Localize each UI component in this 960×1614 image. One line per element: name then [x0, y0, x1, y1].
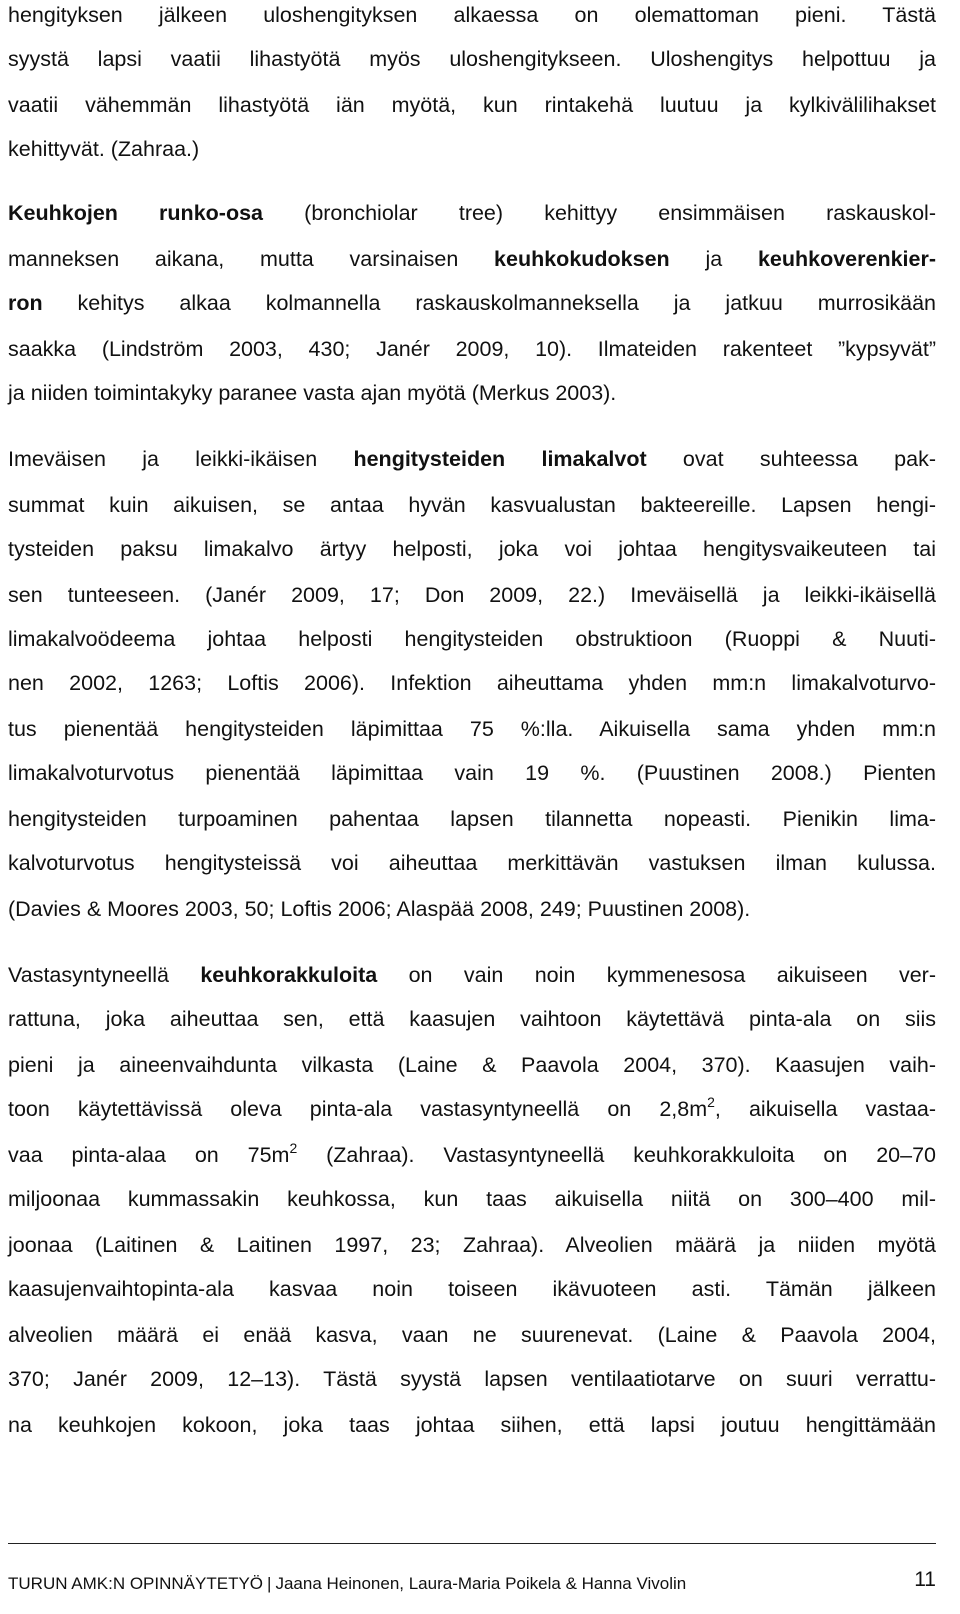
superscript: 2 [707, 1094, 715, 1110]
text-run: rattuna, joka aiheuttaa sen, että kaasujen vaihtoon käytettävä pinta-ala on siis [8, 1007, 936, 1031]
text-run: manneksen aikana, mutta varsinaisen [8, 247, 495, 271]
superscript: 2 [289, 1140, 298, 1156]
text-run: tysteiden paksu limakalvo ärtyy helposti, joka voi johtaa hengitysvaikeuteen tai [8, 537, 936, 561]
text-run: (bronchiolar tree) kehittyy ensimmäisen raskauskol- [263, 201, 936, 225]
text-line [8, 580, 936, 610]
text-run: kehitys alkaa kolmannella raskauskolmanneksella ja jatkuu murrosikään [42, 291, 936, 315]
text-run: ovat suhteessa pak- [646, 447, 936, 471]
text-line [8, 758, 936, 788]
text-run: saakka (Lindström 2003, 430; Janér 2009, 10). Ilmateiden rakenteet ”kypsyvät” [8, 337, 936, 361]
text-run: vaa pinta-alaa on 75m [8, 1143, 290, 1167]
page-footer [8, 1570, 936, 1598]
bold-term: keuhkoverenkier- [757, 247, 936, 271]
bold-term: ron [8, 291, 43, 315]
text-run: (Davies & Moores 2003, 50; Loftis 2006; Alaspää 2008, 249; Puustinen 2008). [8, 897, 751, 921]
text-line [8, 244, 936, 274]
footer-institution: TURUN AMK:N OPINNÄYTETYÖ [8, 1574, 264, 1593]
text-run: joonaa (Laitinen & Laitinen 1997, 23; Zahraa). Alveolien määrä ja niiden myötä [8, 1233, 936, 1257]
text-run: on vain noin kymmenesosa aikuiseen ver- [377, 963, 936, 987]
text-line [8, 134, 936, 164]
bold-term: hengitysteiden limakalvot [353, 447, 647, 471]
text-run: tus pienentää hengitysteiden läpimittaa 75 %:lla. Aikuisella sama yhden mm:n [8, 717, 936, 741]
text-run: hengityksen jälkeen uloshengityksen alkaessa on olemattoman pieni. Tästä [8, 3, 936, 27]
text-line [8, 848, 936, 878]
text-line [8, 1230, 936, 1260]
text-line [8, 804, 936, 834]
text-line [8, 1094, 936, 1124]
text-line [8, 534, 936, 564]
text-line [8, 1004, 936, 1034]
footer-divider [8, 1543, 936, 1544]
page-number: 11 [914, 1568, 936, 1591]
text-line [8, 0, 936, 30]
text-run: kalvoturvotus hengitysteissä voi aiheuttaa merkittävän vastuksen ilman kulussa. [8, 851, 936, 875]
text-run: miljoonaa kummassakin keuhkossa, kun taas aikuisella niitä on 300–400 mil- [8, 1187, 936, 1211]
text-line [8, 90, 936, 120]
text-line [8, 444, 936, 474]
text-run: limakalvoturvotus pienentää läpimittaa vain 19 %. (Puustinen 2008.) Pienten [8, 761, 936, 785]
text-run: ja [669, 247, 758, 271]
text-run: limakalvoödeema johtaa helposti hengitysteiden obstruktioon (Ruoppi & Nuuti- [8, 627, 936, 651]
text-line [8, 288, 936, 318]
text-run: toon käytettävissä oleva pinta-ala vastasyntyneellä on 2,8m [8, 1097, 708, 1121]
text-line [8, 960, 936, 990]
text-run: na keuhkojen kokoon, joka taas johtaa siihen, että lapsi joutuu hengittämään [8, 1413, 936, 1437]
text-line [8, 668, 936, 698]
bold-term: keuhkorakkuloita [200, 963, 378, 987]
text-run: sen tunteeseen. (Janér 2009, 17; Don 2009, 22.) Imeväisellä ja leikki-ikäisellä [8, 583, 936, 607]
text-line [8, 1274, 936, 1304]
text-line [8, 198, 936, 228]
text-run: summat kuin aikuisen, se antaa hyvän kasvualustan bakteereille. Lapsen hengi- [8, 493, 936, 517]
text-line [8, 1184, 936, 1214]
text-line [8, 44, 936, 74]
footer-authors: Jaana Heinonen, Laura-Maria Poikela & Hanna Vivolin [275, 1574, 687, 1593]
text-line [8, 1050, 936, 1080]
text-line [8, 1410, 936, 1440]
text-run: kehittyvät. (Zahraa.) [8, 137, 200, 161]
footer-separator: | [267, 1574, 272, 1593]
text-run: pieni ja aineenvaihdunta vilkasta (Laine & Paavola 2004, 370). Kaasujen vaih- [8, 1053, 936, 1077]
text-run: Imeväisen ja leikki-ikäisen [8, 447, 354, 471]
text-run: (Zahraa). Vastasyntyneellä keuhkorakkuloita on 20–70 [297, 1143, 936, 1167]
text-line [8, 1364, 936, 1394]
text-line [8, 490, 936, 520]
text-run: alveolien määrä ei enää kasva, vaan ne suurenevat. (Laine & Paavola 2004, [8, 1323, 936, 1347]
text-line [8, 1320, 936, 1350]
bold-term: keuhkokudoksen [494, 247, 670, 271]
text-line [8, 624, 936, 654]
text-run: nen 2002, 1263; Loftis 2006). Infektion aiheuttama yhden mm:n limakalvoturvo- [8, 671, 936, 695]
text-run: Vastasyntyneellä [8, 963, 201, 987]
text-run: 370; Janér 2009, 12–13). Tästä syystä lapsen ventilaatiotarve on suuri verrattu- [8, 1367, 936, 1391]
text-line [8, 334, 936, 364]
text-run: vaatii vähemmän lihastyötä iän myötä, kun rintakehä luutuu ja kylkivälilihakset [8, 93, 936, 117]
text-line [8, 714, 936, 744]
text-run: syystä lapsi vaatii lihastyötä myös uloshengitykseen. Uloshengitys helpottuu ja [8, 47, 936, 71]
text-run: kaasujenvaihtopinta-ala kasvaa noin toiseen ikävuoteen asti. Tämän jälkeen [8, 1277, 936, 1301]
text-run: , aikuisella vastaa- [714, 1097, 936, 1121]
text-line [8, 1140, 936, 1170]
text-line [8, 894, 936, 924]
text-run: ja niiden toimintakyky paranee vasta ajan myötä (Merkus 2003). [8, 381, 617, 405]
text-run: hengitysteiden turpoaminen pahentaa lapsen tilannetta nopeasti. Pienikin lima- [8, 807, 936, 831]
text-line [8, 378, 936, 408]
bold-term: Keuhkojen runko-osa [8, 201, 263, 225]
